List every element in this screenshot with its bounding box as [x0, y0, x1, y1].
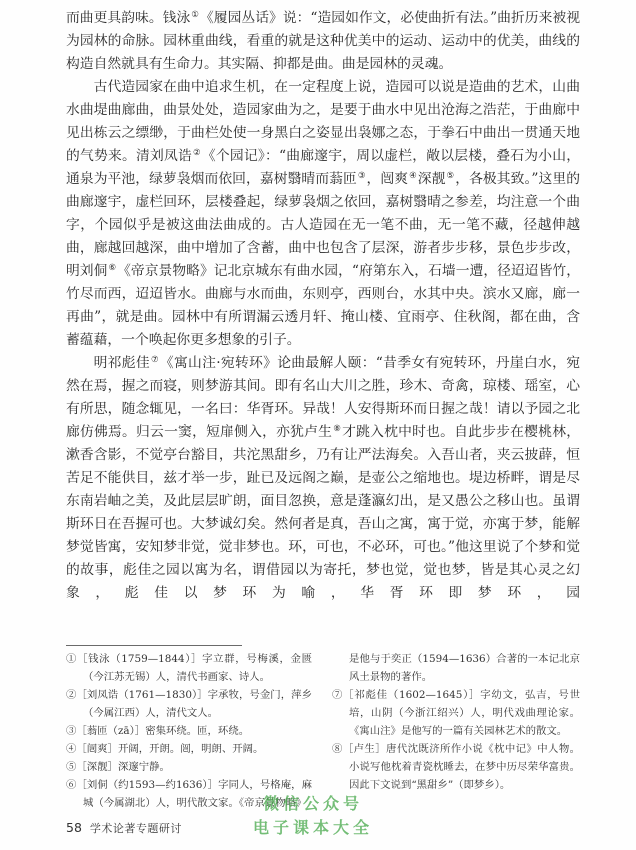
footnote-ref: ⑥ [108, 263, 117, 274]
footnote-text: ［刘侗（约1593—约1636）］字同人，号格庵，麻城（今属湖北）人，明代散文家。《帝京景物略》 [76, 779, 312, 809]
footnote-mark: ⑤ [66, 761, 77, 773]
footnote-6-continuation: 是他与于奕正（1594—1636）合著的一本记北京风土景物的著作。 [349, 653, 580, 683]
footnote-text: ［刘凤诰（1761—1830）］字承牧，号金门，萍乡（今属江西）人，清代文人。 [76, 689, 313, 719]
footnote-8 [332, 740, 580, 794]
watermark-line-2: 电子课本大全 [252, 818, 373, 837]
footnote-5 [66, 758, 312, 776]
footnote-divider [66, 645, 242, 646]
footnote-mark: ① [66, 653, 78, 665]
page-number: 58 [66, 820, 82, 835]
footnote-ref: ⑧ [333, 424, 342, 435]
paragraph-curves-in-gardens: 古代造园家在曲中追求生机，在一定程度上说，造园可以说是造曲的艺术，山曲水曲堤曲廊曲，曲景处处，造园家曲为之，是要于曲水中见出沧海之浩茫，于曲廊中见出栋云之缥缈，于曲栏处使一身黑白之姿显出袅娜之态，于拳石中曲出一贯通天地的气势来。清刘凤诰②《个园记》：“曲廊邃宇，周以虚栏，敞以层楼，叠石为小山，通泉为平池，绿萝袅烟而依回，嘉树翳晴而蓊匝③，闿爽④深靓⑤，各极其致。”这里的曲廊邃宇，虚栏回环，层楼叠起，绿萝袅烟之依回，嘉树翳晴之参差，均注意一个曲字，个园似乎是被这曲法曲成的。古人造园在无一笔不曲，无一笔不藏，径越伸越曲，廊越回越深，曲中增加了含蓄，曲中也包含了层深，游者步步移，景色步步改，明刘侗⑥《帝京景物略》记北京城东有曲水园，“府第东入，石墙一遭，径迢迢皆竹，竹尽而西，迢迢皆水。曲廊与水而曲，东则亭，西则台，水其中央。滨水又廊，廊一再曲”，就是曲。园林中有所谓漏云透月轩、掩山楼、宜雨亭、住秋阁，都在曲，含蓄蕴藉，一个唤起你更多想象的引子。 [66, 79, 580, 348]
watermark-line-1: 微信公众号 [262, 794, 363, 813]
footnote-text: ［钱泳（1759—1844）］字立群，号梅溪，金匮（今江苏无锡）人，清代书画家、诗人。 [77, 653, 313, 683]
footnote-ref: ④ [409, 171, 417, 182]
footnote-text: ［闿爽］开阔，开朗。闿，明朗、开阔。 [76, 743, 264, 755]
footnote-ref: ② [193, 148, 201, 159]
footnote-1 [66, 650, 312, 686]
footnote-ref: ⑤ [446, 171, 455, 182]
paragraph-qi-biaojia: 明祁彪佳⑦《寓山注·宛转环》论曲最解人颐：“昔季女有宛转环，丹崖白水，宛然在焉，握之而寝，则梦游其间。即有名山大川之胜，珍木、奇禽，琼楼、瑶室，心有所思，随念辄见，一名曰：华胥环。异哉！人安得斯环而日握之哉！请以予园之北廊仿佛焉。归云一窦，短扉侧入，亦犹卢生⑧才跳入枕中时也。自此步步在樱桃林，漱香含影，不觉亭台豁目，共沱黑甜乡，乃有让严法海矣。入吾山者，夹云披薜，恒苦足不能供目，兹才举一步，趾已及远阁之巅，是壶公之缩地也。堤边桥畔，谓是尽东南岩岫之美，及此层层旷朗，面目忽换，意是蓬瀛幻出，是又愚公之移山也。虽谓斯环日在吾握可也。大梦诚幻矣。然何者是真，吾山之寓，寓于觉，亦寓于梦，能解梦觉皆寓，安知梦非觉，觉非梦也。环，可也，不必环，可也。”他这里说了个梦和觉的故事，彪佳之园以寓为名，谓借园以为寄托，梦也觉，觉也梦，皆是其心灵之幻象，彪佳以梦环为喻，华胥环即梦环，园 [66, 355, 580, 601]
footnote-3 [66, 722, 312, 740]
page-footer [66, 817, 182, 837]
footnote-mark: ⑧ [332, 743, 343, 755]
footnote-ref: ⑦ [150, 355, 159, 366]
footnote-mark: ⑥ [66, 779, 77, 791]
footnote-text: ［深靓］深邃宁静。 [76, 761, 170, 773]
footnote-mark: ⑦ [332, 689, 344, 701]
book-title: 学术论著专题研讨 [89, 822, 182, 835]
footnote-mark: ② [66, 689, 77, 701]
footnote-text: ［祁彪佳（1602—1645）］字幼文，弘吉，号世培，山阴（今浙江绍兴）人，明代戏曲理论家。《寓山注》是他写的一篇有关园林艺术的散文。 [343, 689, 580, 737]
footnote-4 [66, 740, 312, 758]
footnote-text: ［蓊匝（zā）］密集环绕。匝，环绕。 [76, 725, 250, 737]
paragraph-continued: 而曲更具韵味。钱泳①《履园丛话》说：“造园如作文，必使曲折有法。”曲折历来被视为园林的命脉。园林重曲线，看重的就是这种优美中的运动、运动中的优美，曲线的构造自然就具有生命力。其实隔、抑都是曲。曲是园林的灵魂。 [66, 10, 580, 72]
footnote-7 [332, 686, 580, 740]
body-text [66, 7, 580, 637]
footnote-mark: ④ [66, 743, 77, 755]
footnotes-right-column [332, 650, 580, 794]
footnote-2 [66, 686, 312, 722]
footnote-mark: ③ [66, 725, 77, 737]
footnote-text: ［卢生］唐代沈既济所作小说《枕中记》中人物。小说写他枕着青瓷枕睡去，在梦中历尽荣华富贵。因此下文说到“黑甜乡”（即梦乡）。 [342, 743, 581, 791]
footnote-ref: ③ [357, 171, 366, 182]
footnote-ref: ① [191, 10, 199, 21]
watermark [213, 792, 413, 840]
footnotes-left-column [66, 650, 312, 812]
